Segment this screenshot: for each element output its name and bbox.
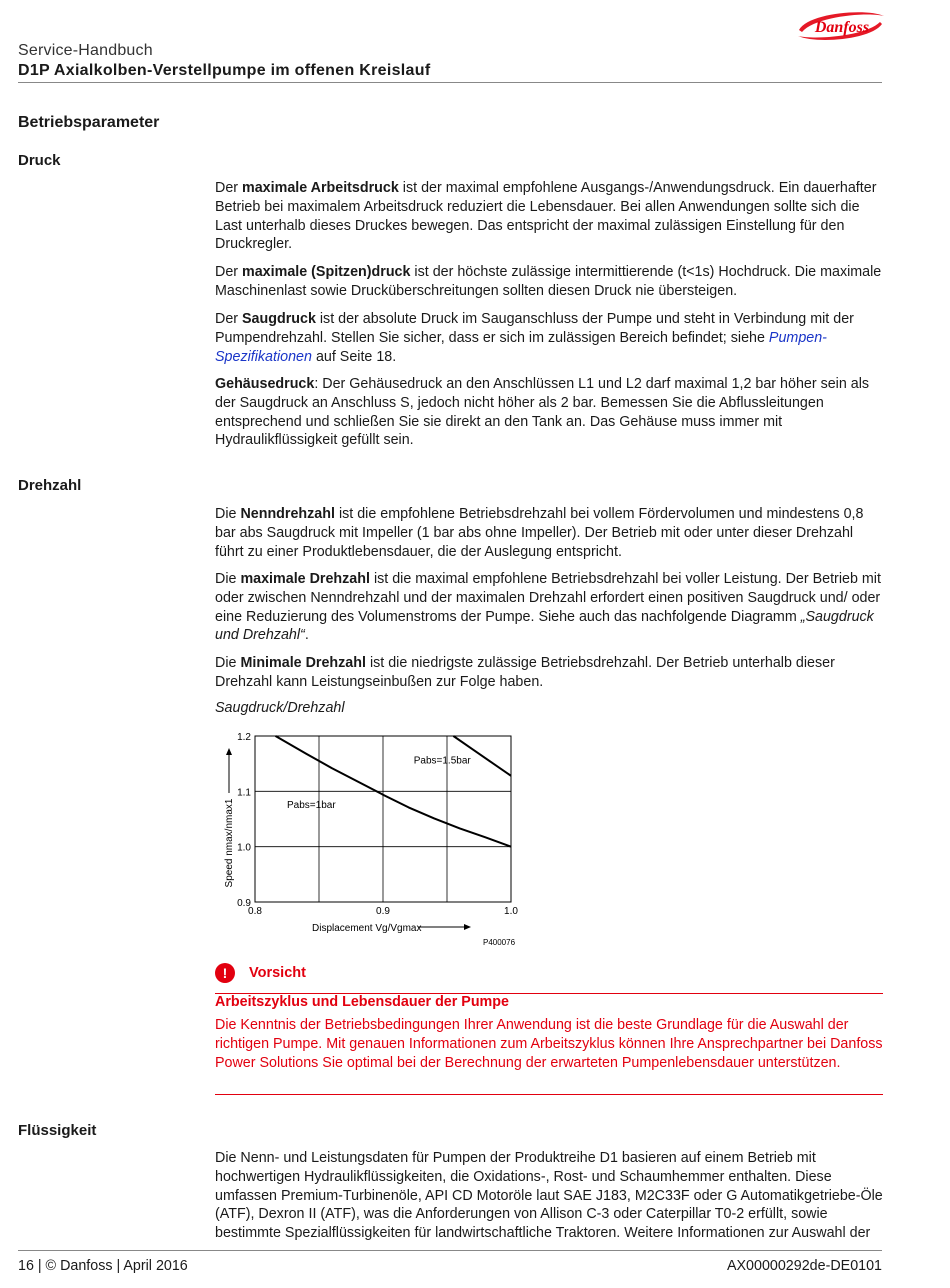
- document-subtitle: Service-Handbuch: [18, 42, 153, 59]
- chart-caption: Saugdruck/Drehzahl: [215, 700, 345, 716]
- document-title: D1P Axialkolben-Verstellpumpe im offenen Kreislauf: [18, 62, 431, 79]
- fluid-heading: Flüssigkeit: [18, 1122, 97, 1139]
- y-tick-label: 1.2: [237, 732, 251, 743]
- paragraph-spitzendruck: Der maximale (Spitzen)druck ist der höchste zulässige intermittierende (t<1s) Hochdruck. Die maximale Maschinenlast sowie Drucküberschreitungen sollten diesen Druck nie übersteigen.: [215, 264, 882, 299]
- paragraph-nenndrehzahl: Die Nenndrehzahl ist die empfohlene Betriebsdrehzahl bei vollem Fördervolumen und mindestens 0,8 bar abs Saugdruck mit Impeller (1 bar abs ohne Impeller). Der Betrieb mit oder unter dieser Drehzahl führt zu einer Produktlebensdauer, die der Auslegung entspricht.: [215, 506, 864, 560]
- header-divider: [18, 82, 882, 83]
- svg-text:Danfoss: Danfoss: [814, 19, 870, 36]
- paragraph-min-drehzahl: Die Minimale Drehzahl ist die niedrigste zulässige Betriebsdrehzahl. Der Betrieb unterhalb dieser Drehzahl kann Leistungseinbußen zur Folge haben.: [215, 655, 835, 690]
- y-tick-label: 1.0: [237, 842, 251, 854]
- paragraph-fluid: Die Nenn- und Leistungsdaten für Pumpen der Produktreihe D1 basieren auf einem Betrieb mit hochwertigen Hydraulikflüssigkeiten, die Oxidations-, Rost- und Schaumhemmer enthalten. Diese umfassen Premium-Turbinenöle, API CD Motoröle laut SAE J183, M2C33F oder G Automatikgetriebe-Öle (ATF), Dexron II (ATF), was die Anforderungen von Allison C-3 oder Caterpillar T0-2 erfüllt, sowie bestimmte Spezialflüssigkeiten für landwirtschaftliche Traktoren. Weitere Informationen zur Auswahl der: [215, 1150, 883, 1242]
- drehzahl-heading: Drehzahl: [18, 477, 82, 494]
- series-label: Pabs=1.5bar: [413, 755, 471, 767]
- speed-displacement-chart: [218, 728, 528, 952]
- x-axis-label: Displacement Vg/Vgmax: [312, 923, 422, 934]
- exclamation-icon: !: [215, 963, 235, 983]
- y-axis-arrowhead: [226, 748, 232, 755]
- y-axis-label: Speed nmax/nmax1: [224, 798, 235, 888]
- series-label: Pabs=1bar: [287, 799, 336, 811]
- caution-label: Vorsicht: [249, 965, 306, 981]
- footer-doc-number: AX00000292de-DE0101: [726, 1258, 882, 1274]
- caution-body: Die Kenntnis der Betriebsbedingungen Ihrer Anwendung ist die beste Grundlage für die Auswahl der richtigen Pumpe. Mit genauen Informationen zum Arbeitszyklus können Ihre Ansprechpartner bei Danfoss Power Solutions Sie optimal bei der Berechnung der erwarteten Pumpenlebensdauer unterstützen.: [215, 1017, 883, 1071]
- danfoss-logo: [796, 8, 886, 44]
- y-tick-label: 1.1: [237, 787, 251, 799]
- x-tick-label: 0.9: [376, 906, 390, 917]
- caution-bottom-rule: [215, 1094, 883, 1095]
- paragraph-saugdruck: Der Saugdruck ist der absolute Druck im Sauganschluss der Pumpe und steht in Verbindung mit der Pumpendrehzahl. Stellen Sie sicher, dass er sich im zulässigen Bereich befindet; siehe Pumpen-Spezifikationen auf Seite 18.: [215, 311, 854, 365]
- druck-heading: Druck: [18, 152, 61, 169]
- paragraph-max-drehzahl: Die maximale Drehzahl ist die maximal empfohlene Betriebsdrehzahl bei voller Leistung. Der Betrieb mit oder zwischen Nenndrehzahl und der maximalen Drehzahl erfordert einen positiven Saugdruck und/ oder eine Reduzierung des Volumenstroms der Pumpe. Siehe auch das nachfolgende Diagramm „Saugdruck und Drehzahl“.: [215, 571, 881, 644]
- figure-id: P400076: [483, 938, 516, 947]
- pumpen-spezifikationen-link[interactable]: Pumpen-Spezifikationen: [215, 329, 827, 365]
- x-axis-arrowhead: [464, 924, 471, 930]
- chart-grid: [255, 736, 511, 902]
- y-tick-label: 0.9: [237, 898, 251, 909]
- x-tick-label: 0.8: [248, 906, 262, 917]
- footer-divider: [18, 1250, 882, 1251]
- caution-title: Arbeitszyklus und Lebensdauer der Pumpe: [215, 994, 509, 1010]
- paragraph-max-arbeitsdruck: Der maximale Arbeitsdruck ist der maximal empfohlene Ausgangs-/Anwendungsdruck. Ein dauerhafter Betrieb bei maximalem Arbeitsdruck reduziert die Lebensdauer. Bei allen Anwendungen sollte sich die Last unterhalb dieses Druckes bewegen. Das entspricht der maximal zulässigen Einstellung für den Druckregler.: [215, 180, 877, 253]
- chart-ticks: [237, 732, 518, 917]
- footer-page-info: 16 | © Danfoss | April 2016: [18, 1258, 188, 1274]
- section-title: Betriebsparameter: [18, 114, 160, 131]
- paragraph-gehaeusedruck: Gehäusedruck: Der Gehäusedruck an den Anschlüssen L1 und L2 darf maximal 1,2 bar höher sein als der Saugdruck an Anschluss S, jedoch nicht höher als 2 bar. Bemessen Sie die Abflussleitungen entsprechend und schließen Sie sie direkt an den Tank an. Das Gehäuse muss immer mit Hydraulikflüssigkeit gefüllt sein.: [215, 376, 870, 449]
- x-tick-label: 1.0: [504, 906, 518, 917]
- caution-header: [215, 963, 306, 983]
